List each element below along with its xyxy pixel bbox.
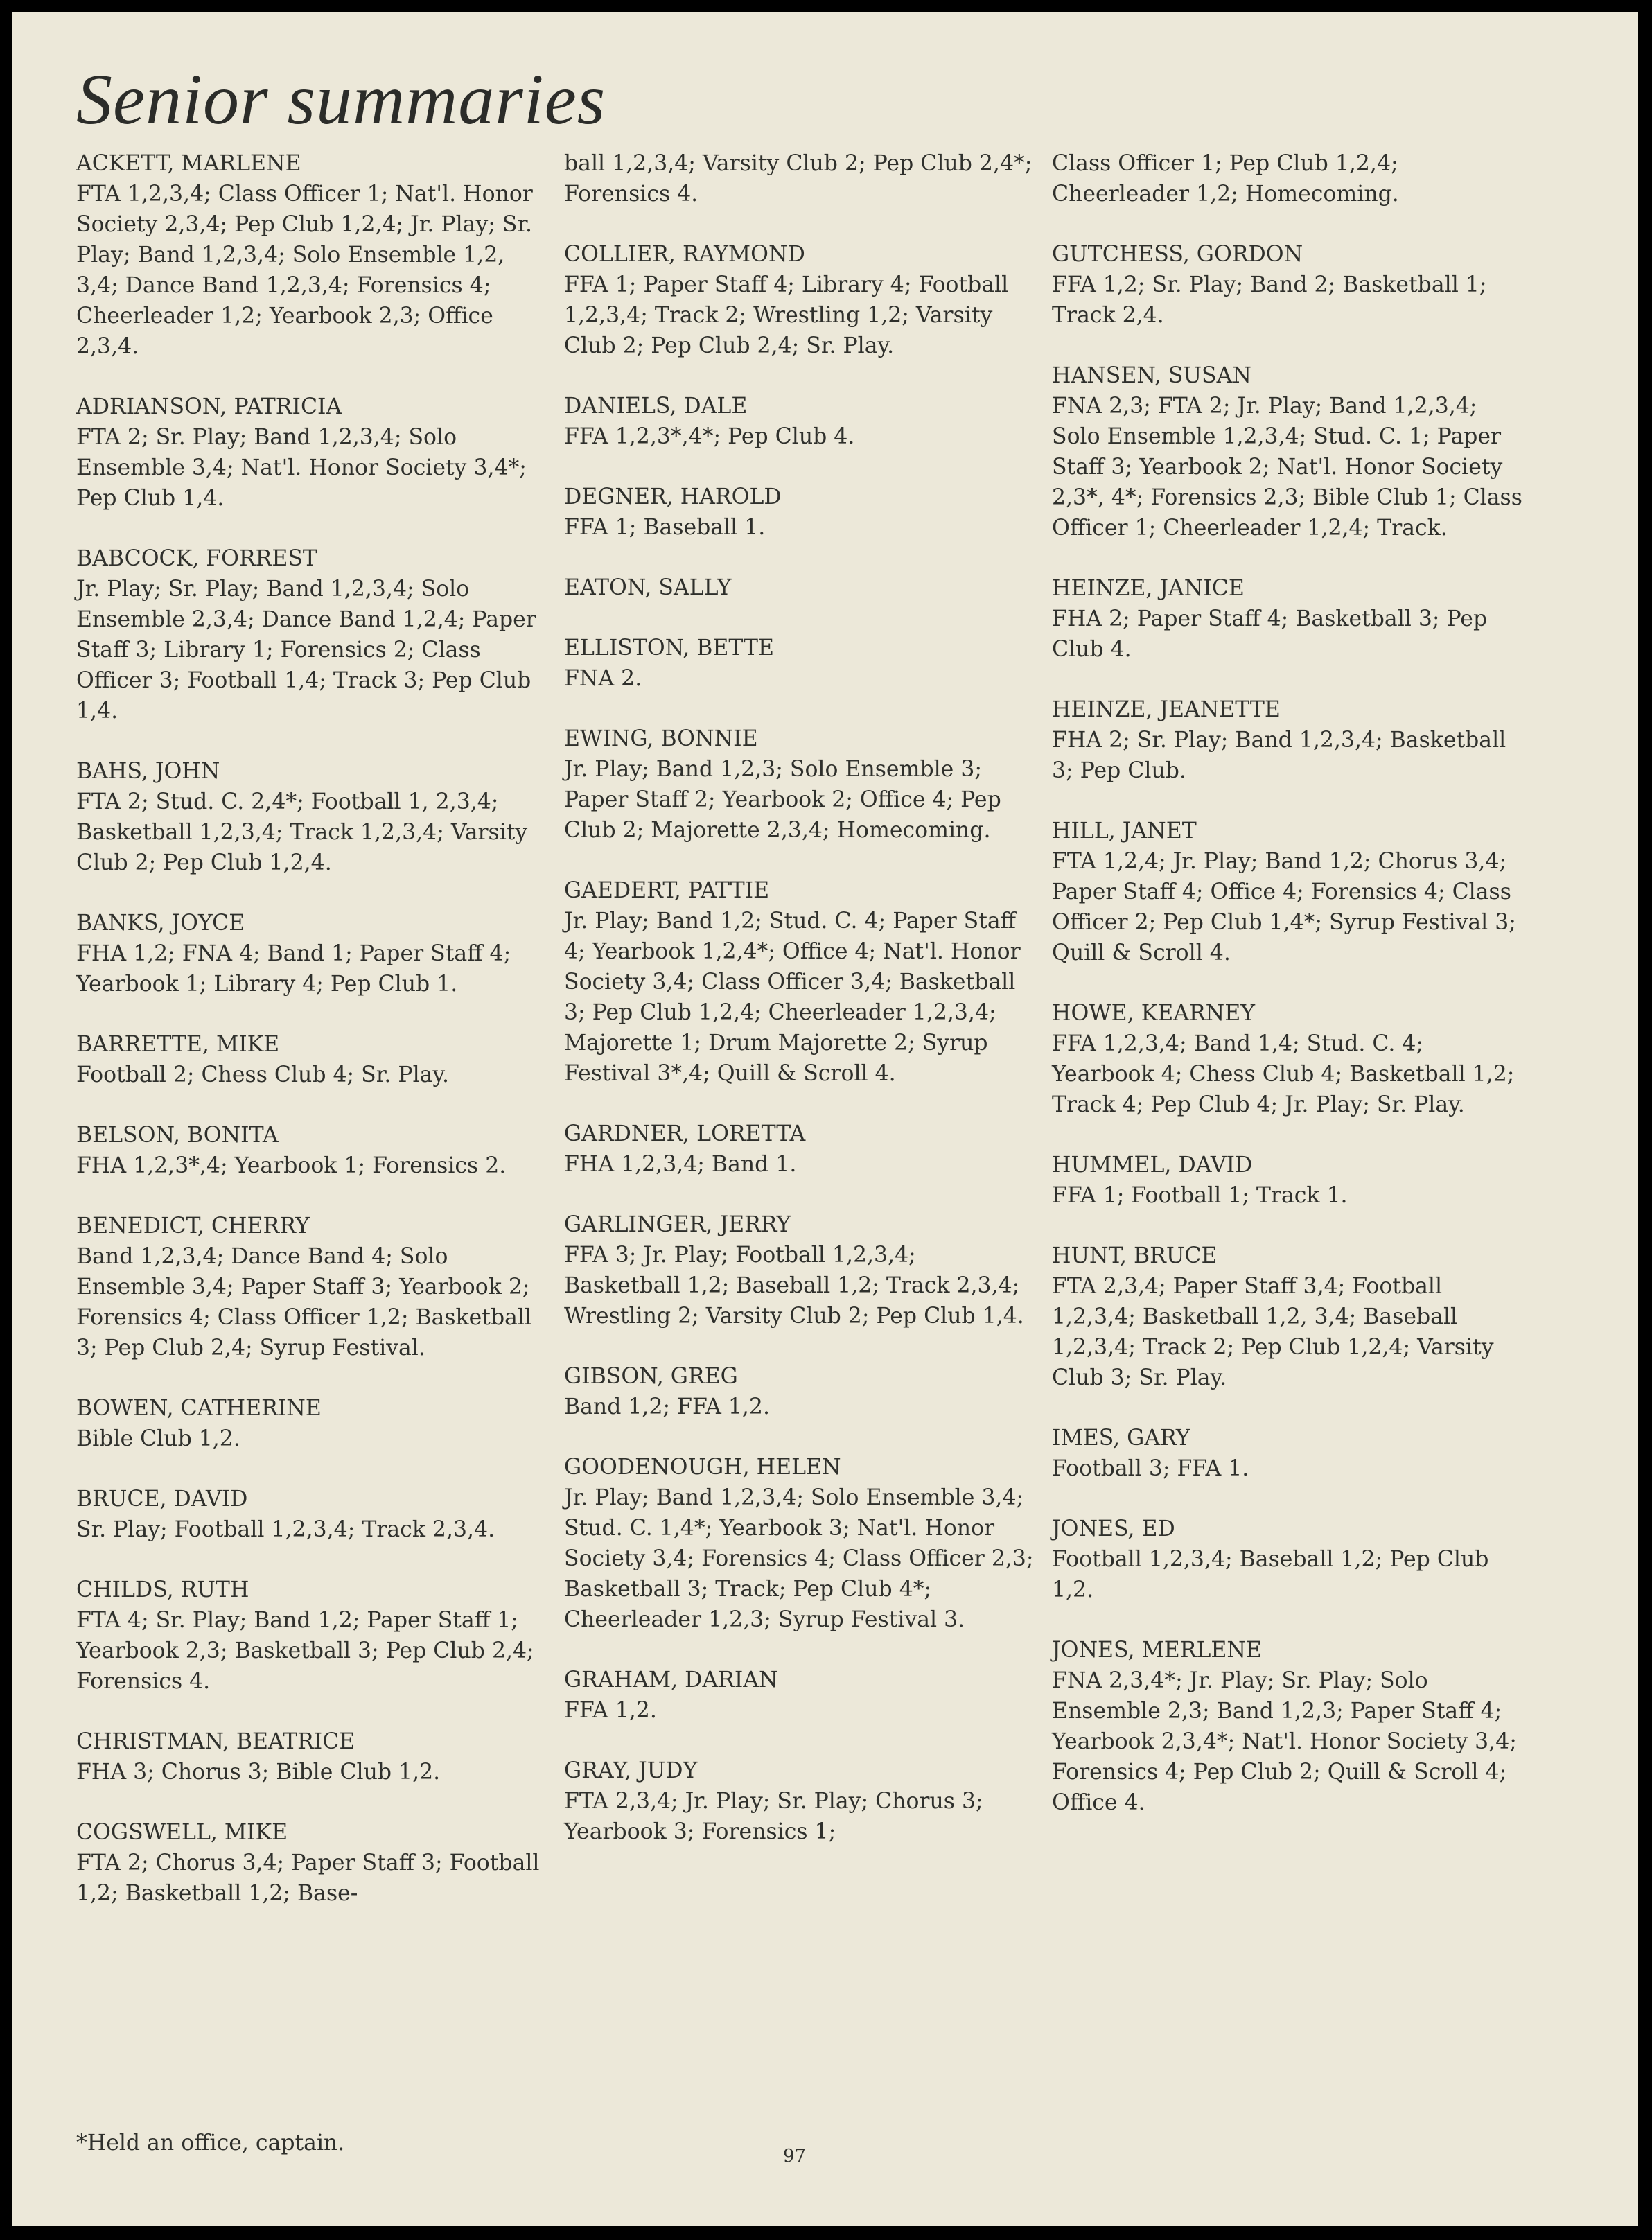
senior-activities: FTA 1,2,4; Jr. Play; Band 1,2; Chorus 3,4; Paper Staff 4; Office 4; Forensics 4; Class Officer 2; Pep Club 1,4*; Syrup Festival 3; Quill & Scroll 4. — [1052, 849, 1516, 965]
senior-name: DANIELS, DALE — [564, 394, 748, 419]
senior-entry — [564, 391, 1035, 452]
senior-entry — [564, 482, 1035, 543]
senior-entry — [1052, 998, 1530, 1120]
senior-entry — [76, 1484, 547, 1545]
senior-entry — [564, 1452, 1035, 1635]
senior-activities: FHA 1,2,3*,4; Yearbook 1; Forensics 2. — [76, 1153, 507, 1178]
senior-activities: FNA 2,3,4*; Jr. Play; Sr. Play; Solo Ensemble 2,3; Band 1,2,3; Paper Staff 4; Yearbook 2,3,4*; Nat'l. Honor Society 3,4; Forensics 4; Pep Club 2; Quill & Scroll 4; Office 4. — [1052, 1668, 1517, 1815]
senior-name: GARLINGER, JERRY — [564, 1212, 791, 1237]
senior-activities: Band 1,2,3,4; Dance Band 4; Solo Ensemble 3,4; Paper Staff 3; Yearbook 2; Forensics 4; Class Officer 1,2; Basketball 3; Pep Club 2,4; Syrup Festival. — [76, 1244, 532, 1360]
senior-name: HILL, JANET — [1052, 819, 1197, 843]
senior-activities: FFA 1,2. — [564, 1698, 657, 1723]
senior-name: HEINZE, JANICE — [1052, 576, 1245, 601]
senior-activities: FTA 2,3,4; Jr. Play; Sr. Play; Chorus 3; Yearbook 3; Forensics 1; — [564, 1789, 983, 1844]
senior-name: COGSWELL, MIKE — [76, 1820, 288, 1845]
senior-name: BRUCE, DAVID — [76, 1487, 248, 1512]
senior-name: GUTCHESS, GORDON — [1052, 242, 1303, 267]
senior-name: HUMMEL, DAVID — [1052, 1153, 1253, 1178]
senior-activities: Jr. Play; Sr. Play; Band 1,2,3,4; Solo Ensemble 2,3,4; Dance Band 1,2,4; Paper Staff 3; Library 1; Forensics 2; Class Officer 3; Football 1,4; Track 3; Pep Club 1,4. — [76, 577, 536, 724]
senior-entry — [1052, 1635, 1530, 1818]
senior-entry — [564, 1665, 1035, 1726]
senior-activities: Football 2; Chess Club 4; Sr. Play. — [76, 1062, 450, 1087]
page-number: 97 — [783, 2146, 807, 2167]
senior-entry — [564, 633, 1035, 694]
senior-entry — [76, 756, 547, 878]
senior-entry — [76, 1817, 547, 1909]
senior-entry — [76, 392, 547, 514]
senior-name: GRAHAM, DARIAN — [564, 1668, 778, 1692]
senior-name: GRAY, JUDY — [564, 1758, 698, 1783]
senior-entry — [1052, 239, 1530, 331]
senior-entry — [76, 908, 547, 999]
senior-activities: FNA 2. — [564, 666, 642, 691]
senior-entry — [564, 1361, 1035, 1422]
senior-activities: Class Officer 1; Pep Club 1,2,4; Cheerleader 1,2; Homecoming. — [1052, 151, 1399, 207]
senior-name: BARRETTE, MIKE — [76, 1032, 280, 1057]
column-1 — [76, 148, 547, 1939]
senior-activities: Jr. Play; Band 1,2,3; Solo Ensemble 3; Paper Staff 2; Yearbook 2; Office 4; Pep Club 2; Majorette 2,3,4; Homecoming. — [564, 757, 1001, 843]
senior-activities: Sr. Play; Football 1,2,3,4; Track 2,3,4. — [76, 1517, 495, 1542]
senior-name: JONES, MERLENE — [1052, 1638, 1262, 1663]
senior-activities: Bible Club 1,2. — [76, 1426, 240, 1451]
senior-name: ADRIANSON, PATRICIA — [76, 394, 342, 419]
senior-activities: FTA 2; Sr. Play; Band 1,2,3,4; Solo Ensemble 3,4; Nat'l. Honor Society 3,4*; Pep Club 1,4. — [76, 425, 527, 511]
senior-name: JONES, ED — [1052, 1516, 1175, 1541]
senior-activities: Football 1,2,3,4; Baseball 1,2; Pep Club 1,2. — [1052, 1547, 1489, 1602]
senior-entry — [76, 1120, 547, 1181]
senior-entry — [564, 875, 1035, 1089]
senior-entry — [1052, 816, 1530, 968]
senior-name: ACKETT, MARLENE — [76, 151, 301, 176]
column-3 — [1052, 148, 1530, 1848]
senior-name: BENEDICT, CHERRY — [76, 1214, 310, 1239]
senior-entry — [1052, 1423, 1530, 1484]
senior-name: HEINZE, JEANETTE — [1052, 697, 1281, 722]
senior-name: BANKS, JOYCE — [76, 911, 245, 936]
senior-name: GARDNER, LORETTA — [564, 1121, 806, 1146]
senior-entry — [564, 1119, 1035, 1180]
senior-name: GAEDERT, PATTIE — [564, 878, 770, 903]
senior-name: BELSON, BONITA — [76, 1123, 279, 1148]
senior-entry — [76, 1726, 547, 1787]
senior-activities: Football 3; FFA 1. — [1052, 1456, 1249, 1481]
senior-activities: Jr. Play; Band 1,2; Stud. C. 4; Paper Staff 4; Yearbook 1,2,4*; Office 4; Nat'l. Honor Society 3,4; Class Officer 3,4; Basketball 3; Pep Club 1,2,4; Cheerleader 1,2,3,4; Majorette 1; Drum Majorette 2; Syrup Festival 3*,4; Quill & Scroll 4. — [564, 909, 1021, 1086]
senior-name: HOWE, KEARNEY — [1052, 1001, 1256, 1026]
senior-activities: FNA 2,3; FTA 2; Jr. Play; Band 1,2,3,4; Solo Ensemble 1,2,3,4; Stud. C. 1; Paper Staff 3; Yearbook 2; Nat'l. Honor Society 2,3*, 4*; Forensics 2,3; Bible Club 1; Class Officer 1; Cheerleader 1,2,4; Track. — [1052, 394, 1522, 541]
senior-activities: FFA 1; Football 1; Track 1. — [1052, 1183, 1348, 1208]
senior-activities: FFA 1; Baseball 1. — [564, 515, 766, 540]
senior-name: EATON, SALLY — [564, 575, 732, 600]
senior-name: BABCOCK, FORREST — [76, 546, 317, 571]
senior-entry — [564, 1756, 1035, 1847]
senior-entry — [76, 1393, 547, 1454]
senior-name: IMES, GARY — [1052, 1426, 1190, 1451]
page-title: Senior summaries — [76, 60, 606, 139]
senior-entry — [1052, 148, 1530, 209]
senior-entry — [564, 724, 1035, 846]
senior-activities: FTA 4; Sr. Play; Band 1,2; Paper Staff 1; Yearbook 2,3; Basketball 3; Pep Club 2,4; Forensics 4. — [76, 1608, 534, 1694]
senior-activities: FFA 1; Paper Staff 4; Library 4; Football 1,2,3,4; Track 2; Wrestling 1,2; Varsity Club 2; Pep Club 2,4; Sr. Play. — [564, 272, 1009, 358]
senior-entry — [564, 148, 1035, 209]
senior-name: HUNT, BRUCE — [1052, 1243, 1218, 1268]
senior-activities: FHA 1,2,3,4; Band 1. — [564, 1152, 797, 1177]
senior-name: CHRISTMAN, BEATRICE — [76, 1729, 355, 1754]
senior-activities: FFA 1,2,3*,4*; Pep Club 4. — [564, 424, 855, 449]
senior-entry — [564, 239, 1035, 361]
senior-entry — [76, 543, 547, 726]
senior-name: DEGNER, HAROLD — [564, 484, 782, 509]
senior-name: COLLIER, RAYMOND — [564, 242, 805, 267]
senior-activities: FHA 2; Paper Staff 4; Basketball 3; Pep Club 4. — [1052, 606, 1488, 662]
column-2 — [564, 148, 1035, 1877]
senior-entry — [1052, 1514, 1530, 1605]
senior-name: HANSEN, SUSAN — [1052, 363, 1251, 388]
senior-entry — [1052, 1150, 1530, 1211]
senior-entry — [564, 1209, 1035, 1331]
senior-name: CHILDS, RUTH — [76, 1577, 249, 1602]
senior-name: BAHS, JOHN — [76, 759, 220, 784]
senior-entry — [1052, 360, 1530, 543]
senior-activities: FFA 1,2,3,4; Band 1,4; Stud. C. 4; Yearbook 4; Chess Club 4; Basketball 1,2; Track 4; Pep Club 4; Jr. Play; Sr. Play. — [1052, 1031, 1515, 1117]
senior-activities: FTA 2; Chorus 3,4; Paper Staff 3; Football 1,2; Basketball 1,2; Base- — [76, 1850, 540, 1906]
senior-activities: Band 1,2; FFA 1,2. — [564, 1394, 770, 1419]
footnote: *Held an office, captain. — [76, 2130, 345, 2155]
senior-entry — [76, 1029, 547, 1090]
senior-entry — [76, 1211, 547, 1363]
senior-activities: FTA 1,2,3,4; Class Officer 1; Nat'l. Honor Society 2,3,4; Pep Club 1,2,4; Jr. Play; Sr. Play; Band 1,2,3,4; Solo Ensemble 1,2, 3,4; Dance Band 1,2,3,4; Forensics 4; Cheerleader 1,2; Yearbook 2,3; Office 2,3,4. — [76, 182, 533, 359]
senior-activities: ball 1,2,3,4; Varsity Club 2; Pep Club 2,4*; Forensics 4. — [564, 151, 1032, 207]
yearbook-page — [12, 12, 1638, 2226]
senior-entry — [1052, 694, 1530, 786]
senior-entry — [76, 148, 547, 362]
senior-activities: FTA 2; Stud. C. 2,4*; Football 1, 2,3,4; Basketball 1,2,3,4; Track 1,2,3,4; Varsity Club 2; Pep Club 1,2,4. — [76, 789, 528, 875]
senior-name: EWING, BONNIE — [564, 726, 758, 751]
senior-activities: FFA 3; Jr. Play; Football 1,2,3,4; Basketball 1,2; Baseball 1,2; Track 2,3,4; Wrestling 2; Varsity Club 2; Pep Club 1,4. — [564, 1243, 1024, 1329]
senior-name: BOWEN, CATHERINE — [76, 1396, 322, 1421]
senior-name: GOODENOUGH, HELEN — [564, 1455, 841, 1480]
senior-activities: FHA 1,2; FNA 4; Band 1; Paper Staff 4; Yearbook 1; Library 4; Pep Club 1. — [76, 941, 511, 997]
senior-activities: FFA 1,2; Sr. Play; Band 2; Basketball 1; Track 2,4. — [1052, 272, 1487, 328]
senior-activities: Jr. Play; Band 1,2,3,4; Solo Ensemble 3,4; Stud. C. 1,4*; Yearbook 3; Nat'l. Honor Society 3,4; Forensics 4; Class Officer 2,3; Basketball 3; Track; Pep Club 4*; Cheerleader 1,2,3; Syrup Festival 3. — [564, 1485, 1034, 1632]
senior-name: ELLISTON, BETTE — [564, 636, 775, 660]
senior-entry — [1052, 1241, 1530, 1393]
senior-activities: FHA 2; Sr. Play; Band 1,2,3,4; Basketball 3; Pep Club. — [1052, 728, 1506, 783]
senior-activities: FHA 3; Chorus 3; Bible Club 1,2. — [76, 1760, 441, 1785]
senior-entry — [1052, 573, 1530, 665]
senior-name: GIBSON, GREG — [564, 1364, 738, 1389]
senior-activities: FTA 2,3,4; Paper Staff 3,4; Football 1,2,3,4; Basketball 1,2, 3,4; Baseball 1,2,3,4; Track 2; Pep Club 1,2,4; Varsity Club 3; Sr. Play. — [1052, 1274, 1494, 1390]
senior-entry — [76, 1575, 547, 1697]
senior-entry — [564, 572, 1035, 603]
